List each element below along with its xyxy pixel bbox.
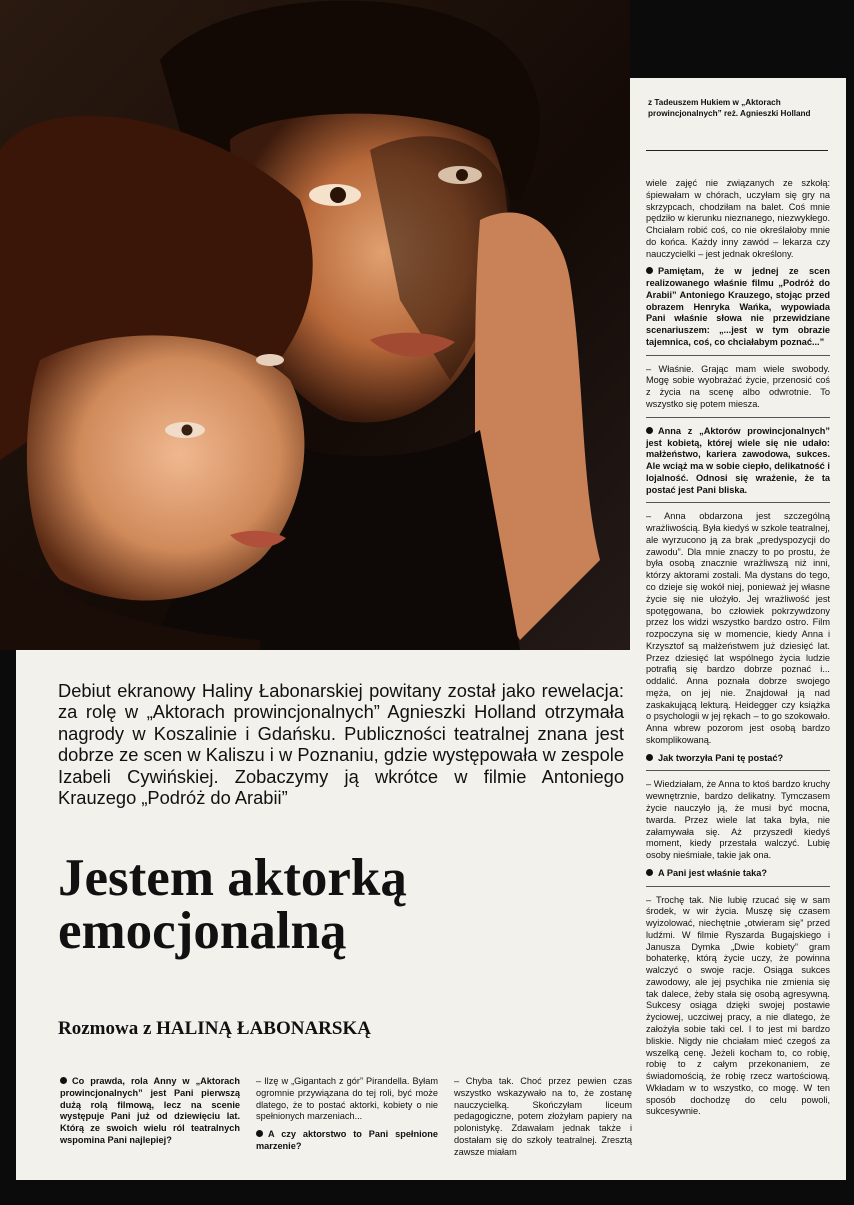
question-text: Anna z „Aktorów prowincjonalnych” jest kobietą, której wiele się nie udało: małżeństwo, kariera zawodowa, sukces. Ale wciąż ma w sobie ciepło, delikatność i lojalność. Odnosi się wrażenie, że ta postać jest Pani bliska. (646, 425, 830, 495)
divider (646, 355, 830, 356)
divider (646, 417, 830, 418)
bullet-icon (646, 869, 653, 876)
right-text-column (646, 178, 830, 1124)
photo-caption: z Tadeuszem Hukiem w „Aktorach prowincjonalnych” reż. Agnieszki Holland (648, 98, 811, 118)
divider (646, 886, 830, 887)
black-frame-top (630, 0, 854, 78)
question-text: Pamiętam, że w jednej ze scen realizowanego właśnie filmu „Podróż do Arabii” Antoniego Krauzego, stojąc przed obrazem Henryka Wańka, wypowiada Pani właśnie słowa nie przewidziane scenariuszem: „...jest w tym obrazie tajemnica, coś, co chciałabym poznać...” (646, 266, 830, 347)
bottom-column-1 (60, 1076, 240, 1153)
answer-paragraph: – Wiedziałam, że Anna to ktoś bardzo kruchy wewnętrznie, bardzo delikatny. Tymczasem życie nauczyło ją, że musi być mocna, twarda. Przez wiele lat taka była, nie załamywała się. Aż przyszedł kiedyś moment, kiedy przestała walczyć. Lubię osoby nieśmiałe, takie jak ona. (646, 779, 830, 861)
divider (646, 502, 830, 503)
bullet-icon (646, 427, 653, 434)
bullet-icon (60, 1077, 67, 1084)
question-paragraph (256, 1129, 438, 1153)
question-text: A czy aktorstwo to Pani spełnione marzenie? (256, 1129, 438, 1151)
answer-paragraph: – Chyba tak. Choć przez pewien czas wszystko wskazywało na to, że zostanę nauczycielką. Skończyłam liceum pedagogiczne, potem złożyłam papiery na polonistykę. Zdawałam jednak także i dostałam się do szkoły teatralnej. Zresztą zawsze miałam (454, 1076, 632, 1157)
bullet-icon (646, 267, 653, 274)
byline: Rozmowa z HALINĄ ŁABONARSKĄ (58, 1018, 371, 1039)
answer-paragraph: – Właśnie. Grając mam wiele swobody. Mogę sobie wyobrażać życie, przenosić coś z życia na scenę albo odwrotnie. To wszystko się potem miesza. (646, 363, 830, 410)
question-text: Co prawda, rola Anny w „Aktorach prowincjonalnych” jest Pani pierwszą dużą rolą filmową, lecz na scenie występuje Pani już od dziewięciu lat. Którą ze swoich wielu ról teatralnych wspomina Pani najlepiej? (60, 1076, 240, 1145)
question-paragraph (646, 426, 830, 497)
question-paragraph (646, 266, 830, 348)
headline-line-1: Jestem aktorką (58, 849, 407, 907)
answer-paragraph: – Anna obdarzona jest szczególną wrażliwością. Była kiedyś w szkole teatralnej, ale wyrzucono ją za brak „predyspozycji do zawodu”. Dla mnie znaczy to po prostu, że była osobą znacznie wrażliwszą niż inni, którzy aktorami zostali. Ma dystans do tego, co dzieje się wokół niej, ponieważ jej własne życie się nie ułożyło. Jej wrażliwość jest spotęgowana, bo człowiek pokrzywdzony przez los widzi wszystko bardzo ostro. Film rozpoczyna się w momencie, kiedy Anna i Krzysztof są małżeństwem już dziesięć lat. Przez dziesięć lat wspólnego życia ludzie potrafią się bardzo dobrze poznać i... oddalić. Anna poznała dobrze swojego męża, on jej nie. Znajdował ją nad zaskakującą lekturą. Heidegger czy książka o psychologii w jej rękach – to go szokowało. Anna wbrew pozorom jest osobą bardzo skomplikowaną. (646, 511, 830, 745)
lead-paragraph: Debiut ekranowy Haliny Łabonarskiej powitany został jako rewelacja: za rolę w „Aktorach prowincjonalnych” Agnieszki Holland otrzymała nagrody w Koszalinie i Gdańsku. Publiczności teatralnej znana jest dobrze ze scen w Kaliszu i w Poznaniu, gdzie występowała w zespole Izabeli Cywińskiej. Zobaczymy ją wkrótce w filmie Antoniego Krauzego „Podróż do Arabii” (58, 680, 624, 809)
headline-line-2: emocjonalną (58, 902, 347, 960)
answer-paragraph: – Ilzę w „Gigantach z gór” Pirandella. Byłam ogromnie przywiązana do tej roli, być może dlatego, że to postać aktorki, kobiety o nie spełnionych marzeniach... (256, 1076, 438, 1122)
caption-rule (646, 150, 828, 151)
film-still-photo (0, 0, 630, 650)
black-frame-right (846, 0, 854, 1205)
bottom-column-2 (256, 1076, 438, 1159)
question-text: A Pani jest właśnie taka? (658, 867, 767, 878)
answer-paragraph: – Trochę tak. Nie lubię rzucać się w sam środek, w wir życia. Muszę się czasem wyizolować, niechętnie „otwieram się” przed ludźmi. W filmie Ryszarda Bugajskiego i Janusza Dymka „Dwie kobiety” gram bohaterkę, którą życie uczy, że powinna walczyć o swoje racje. Osiąga sukces zawodowy, ale jej psychika nie zmienia się tak dalece, żeby stała się osobą agresywną. Sukcesy osiąga dzięki swojej postawie życiowej, uczciwej pracy, a nie dlatego, że założyła sobie taki cel. I to jest mi bardzo bliskie. Nigdy nie chciałam mieć czegoś za wszelką cenę. Jeżeli kocham to, co robię, robię to z całym przekonaniem, ze świadomością, że robię rzecz wartościową. Wkładam w to wszystko, co mogę. W ten sposób dochodzę do celu powoli, sukcesywnie. (646, 894, 830, 1117)
black-frame-left (0, 650, 16, 1190)
question-paragraph (60, 1076, 240, 1147)
question-paragraph (646, 868, 830, 880)
article-headline (58, 849, 628, 960)
bullet-icon (256, 1130, 263, 1137)
bottom-column-3 (454, 1076, 632, 1164)
answer-paragraph: wiele zajęć nie związanych ze szkołą: śpiewałam w chórach, uczyłam się gry na skrzypcach, chodziłam na balet. Coś mnie pędziło w kierunku nieznanego, niezwykłego. Chciałam robić coś, co nie określałoby mnie do końca. Każdy inny zawód – lekarza czy nauczycielki – jest jednak określony. (646, 178, 830, 259)
divider (646, 770, 830, 771)
bullet-icon (646, 754, 653, 761)
question-text: Jak tworzyła Pani tę postać? (658, 752, 784, 763)
black-frame-bottom (0, 1180, 854, 1205)
question-paragraph (646, 753, 830, 765)
